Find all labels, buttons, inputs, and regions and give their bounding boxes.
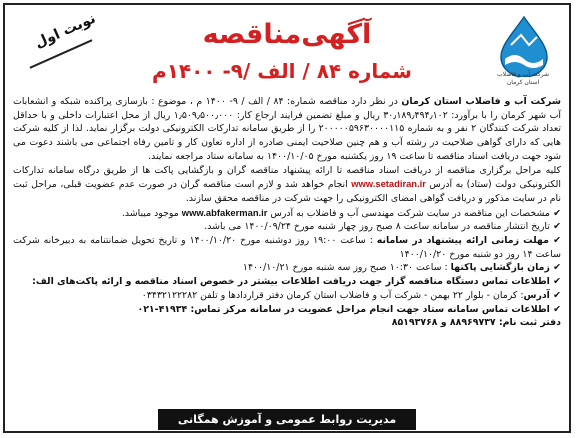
setad-contact-text: اطلاعات تماس سامانه ستاد جهت انجام مراحل عضویت در سامانه مرکز تماس: ۴۱۹۳۴-۰۲۱ <box>137 303 550 315</box>
procedure-paragraph <box>13 164 561 206</box>
opening-text: : ساعت ۱۰:۳۰ صبح روز سه شنبه مورخ ۱۴۰۰/۱۰/۲۱ <box>242 262 451 274</box>
list-item <box>13 275 561 289</box>
bullet-icon: ✔ <box>549 221 561 233</box>
ad-frame <box>3 3 571 433</box>
address-text: : کرمان - بلوار ۲۲ بهمن - شرکت آب و فاضلاب استان کرمان دفتر قراردادها و تلفن ۰۳۴۳۲۱۲۲۲۸۲ <box>141 289 524 301</box>
list-item <box>13 234 561 261</box>
deadline-label: مهلت زمانی ارائه پیشنهاد در سامانه <box>376 235 549 247</box>
publish-date-text: تاریخ انتشار مناقصه در سامانه ساعت ۸ صبح روز چهار شنبه مورخ ۱۴۰۰/۰۹/۲۴ می باشد. <box>204 221 550 233</box>
procedure-text-a: کلیه مراحل برگزاری مناقصه از دریافت اسناد مناقصه تا ارائه پیشنهاد مناقصه گران و بازگشایی پاکت ها از طریق درگاه سامانه تدارکات الکترونیکی دولت (ستاد) به آدرس <box>13 164 561 191</box>
company-name: شرکت آب و فاضلاب استان کرمان <box>401 96 562 107</box>
bullet-icon: ✔ <box>548 235 561 247</box>
footer-banner: مدیریت روابط عمومی و آموزش همگانی <box>158 409 416 430</box>
ad-title: آگهی‌مناقصه <box>202 19 372 50</box>
tender-number: شماره ۸۴ / الف /۹- ۱۴۰۰م <box>152 59 412 83</box>
list-item <box>13 303 561 317</box>
intro-paragraph <box>13 95 561 164</box>
registration-office: دفتر ثبت نام: ۸۸۹۶۹۷۳۷ و ۸۵۱۹۳۷۶۸ <box>391 317 561 329</box>
bullet-icon: ✔ <box>549 303 561 315</box>
bullet-icon: ✔ <box>549 262 561 274</box>
bullet-icon: ✔ <box>549 276 561 288</box>
address-label: آدرس <box>523 289 550 301</box>
deadline-text: : ساعت ۱۹:۰۰ روز دوشنبه مورخ ۱۴۰۰/۱۰/۲۰ و تاریخ تحویل ضمانتنامه به دبیرخانه شرکت ساعت ۱۴ روز دو شنبه مورخ ۱۴۰۰/۱۰/۲۰ <box>13 235 561 260</box>
abfa-link[interactable]: www.abfakerman.ir <box>181 206 268 218</box>
list-item <box>13 206 561 221</box>
logo-caption-line-2: استان کرمان <box>506 79 540 86</box>
intro-text: در نظر دارد مناقصه شماره: ۸۴ / الف / ۹- ۱۴۰۰ م ، موضوع : بازسازی پراکنده شبکه و انشعابات آب شهر کرمان را با برآورد: ۳۰٫۱۸۹٫۴۹۴٫۱۰۲ ریال و مبلغ تضمین فرایند ارجاع کار: ۱٫۵۰۹٫۵۰۰٫۰۰۰ ریال از محل اعتبارات داخلی و با حداقل تعداد شرکت کنندگان ۲ نفر و به شماره ۲۰۰۰۰۰۵۹۶۳۰۰۰۰۱۱۵ را از طریق سامانه تدارکات الکترونیکی دولت برگزار نماید. لذا از کلیه شرکت هایی که دارای گواهی صلاحیت در رشته آب و هم چنین صلاحیت ایمنی صادره از اداره تعاون کار و تامین رفاه اجتماعی می باشند دعوت می شود جهت دریافت اسناد مناقصه تا ساعت ۱۹ روز یکشنبه مورخ ۱۴۰۰/۱۰/۰۵ به سامانه ستاد مراجعه نمایند. <box>13 96 561 162</box>
edition-label: نوبت اول <box>32 10 99 52</box>
list-item <box>13 289 561 303</box>
logo-caption <box>483 71 563 87</box>
bullet-icon: ✔ <box>549 289 561 301</box>
specs-text-b: موجود میباشد. <box>121 207 182 219</box>
logo-caption-line-1: شرکت آب و فاضلاب <box>496 71 550 78</box>
opening-label: زمان بازگشایی پاکتها <box>450 262 550 274</box>
list-item <box>13 220 561 234</box>
list-item <box>13 261 561 275</box>
ad-body <box>13 95 561 330</box>
setad-link[interactable]: www.setadiran.ir <box>351 178 426 190</box>
specs-text-a: مشخصات این مناقصه در سایت شرکت مهندسی آب و فاضلاب به آدرس <box>267 207 550 219</box>
bullet-icon: ✔ <box>549 207 561 219</box>
contact-heading: اطلاعات تماس دستگاه مناقصه گزار جهت دریافت اطلاعات بیشتر در خصوص اسناد مناقصه و ارائه پاکت‌های الف: <box>32 276 550 288</box>
procedure-text-b: انجام خواهد شد و لازم است مناقصه گران در صورت عدم عضویت قبلی، مراحل ثبت نام در سایت مذکور و دریافت گواهی امضای الکترونیکی را جهت شرکت در مناقصه محقق سازند. <box>13 179 561 204</box>
ad-header <box>5 5 569 91</box>
ad-footer <box>5 407 569 431</box>
